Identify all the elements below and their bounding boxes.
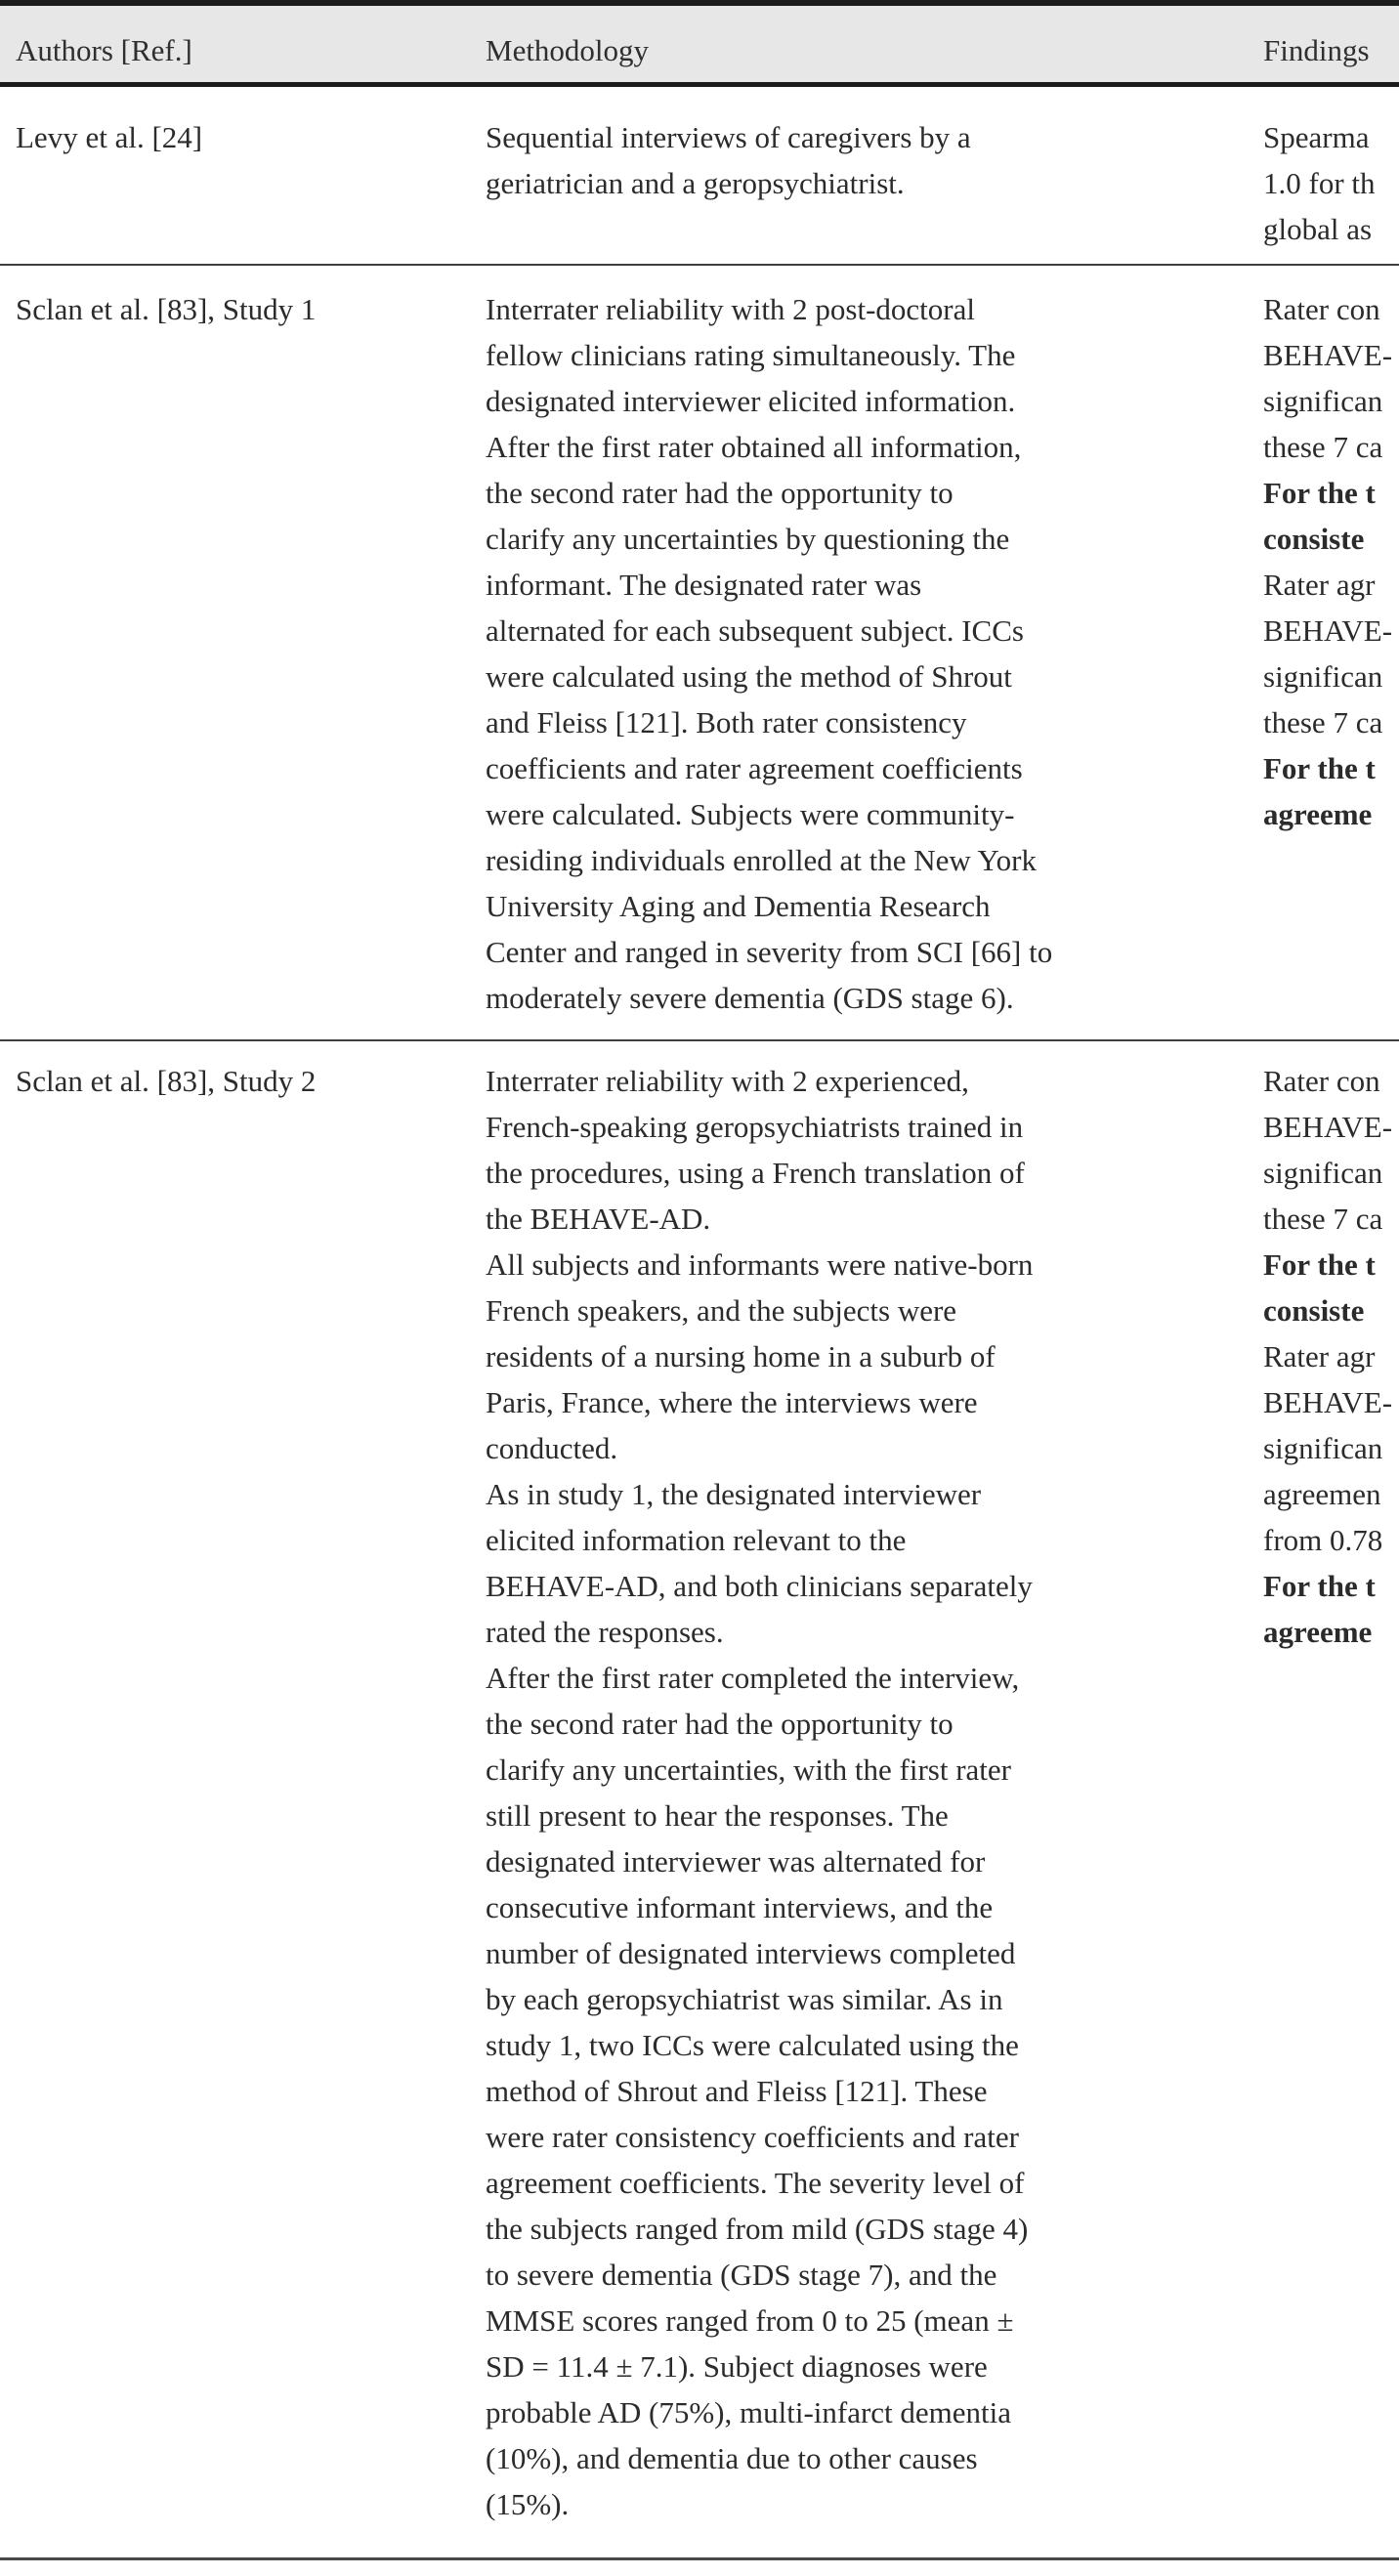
text-line: After the first rater completed the interview,: [486, 1661, 1020, 1695]
text-line: study 1, two ICCs were calculated using the: [486, 2028, 1019, 2062]
text-line: agreeme: [1263, 797, 1373, 831]
text-line: Spearma: [1263, 120, 1370, 154]
text-line: clarify any uncertainties, with the first rater: [486, 1753, 1011, 1787]
findings-cell: [1263, 114, 1399, 252]
text-line: residing individuals enrolled at the New York: [486, 843, 1037, 877]
text-line: Rater agr: [1263, 568, 1376, 602]
text-line: MMSE scores ranged from 0 to 25 (mean ±: [486, 2303, 1014, 2338]
text-line: significan: [1263, 1431, 1383, 1465]
text-line: Center and ranged in severity from SCI [66] to: [486, 935, 1053, 969]
text-line: method of Shrout and Fleiss [121]. These: [486, 2074, 988, 2108]
text-line: the BEHAVE-AD.: [486, 1202, 711, 1236]
author-cell: Levy et al. [24]: [16, 120, 203, 154]
text-line: University Aging and Dementia Research: [486, 889, 991, 923]
text-line: the subjects ranged from mild (GDS stage 4): [486, 2212, 1029, 2246]
text-line: the second rater had the opportunity to: [486, 1707, 954, 1741]
text-line: BEHAVE-: [1263, 338, 1393, 372]
text-line: designated interviewer was alternated for: [486, 1844, 986, 1879]
findings-cell: [1263, 286, 1399, 1021]
table-row-levy: [0, 87, 1399, 264]
text-line: For the t: [1263, 751, 1376, 785]
author-cell: Sclan et al. [83], Study 1: [16, 292, 317, 326]
text-line: clarify any uncertainties by questioning the: [486, 522, 1010, 556]
text-line: Rater con: [1263, 1064, 1380, 1098]
text-line: [486, 206, 1263, 252]
text-line: Rater agr: [1263, 1339, 1376, 1373]
text-line: informant. The designated rater was: [486, 568, 922, 602]
table-header-row: [0, 0, 1399, 87]
text-line: these 7 ca: [1263, 705, 1383, 739]
text-line: French speakers, and the subjects were: [486, 1293, 957, 1328]
text-line: probable AD (75%), multi-infarct dementia: [486, 2395, 1012, 2429]
text-line: For the t: [1263, 1247, 1376, 1282]
text-line: French-speaking geropsychiatrists trained in: [486, 1110, 1024, 1144]
text-line: For the t: [1263, 1569, 1376, 1603]
column-header-methodology: Methodology: [486, 33, 650, 67]
text-line: agreement coefficients. The severity level of: [486, 2166, 1025, 2200]
text-line: conducted.: [486, 1431, 618, 1465]
text-line: Sequential interviews of caregivers by a: [486, 120, 971, 154]
text-line: residents of a nursing home in a suburb of: [486, 1339, 996, 1373]
text-line: agreemen: [1263, 1477, 1381, 1511]
methodology-cell: [486, 114, 1263, 252]
text-line: the procedures, using a French translation of: [486, 1156, 1025, 1190]
text-line: from 0.78: [1263, 1523, 1383, 1557]
text-line: After the first rater obtained all information,: [486, 430, 1022, 464]
text-line: consiste: [1263, 522, 1365, 556]
text-line: Interrater reliability with 2 experienced,: [486, 1064, 969, 1098]
text-line: 1.0 for th: [1263, 166, 1376, 200]
text-line: were calculated using the method of Shrout: [486, 659, 1012, 694]
table-row-sclan-study-1: [0, 264, 1399, 1039]
author-cell: Sclan et al. [83], Study 2: [16, 1064, 317, 1098]
text-line: still present to hear the responses. The: [486, 1798, 949, 1833]
text-line: agreeme: [1263, 1615, 1373, 1649]
table-row-sclan-study-2: [0, 1039, 1399, 2557]
text-line: alternated for each subsequent subject. ICCs: [486, 613, 1024, 648]
text-line: Rater con: [1263, 292, 1380, 326]
text-line: BEHAVE-: [1263, 613, 1393, 648]
text-line: significan: [1263, 1156, 1383, 1190]
text-line: were rater consistency coefficients and rater: [486, 2120, 1019, 2154]
column-header-findings: Findings: [1263, 33, 1370, 67]
text-line: For the t: [1263, 476, 1376, 510]
text-line: these 7 ca: [1263, 1202, 1383, 1236]
text-line: global as: [1263, 212, 1373, 246]
methodology-cell: [486, 1058, 1263, 2527]
findings-cell: [1263, 1058, 1399, 2527]
text-line: and Fleiss [121]. Both rater consistency: [486, 705, 967, 739]
text-line: significan: [1263, 659, 1383, 694]
column-header-authors: Authors [Ref.]: [16, 33, 192, 67]
text-line: designated interviewer elicited information.: [486, 384, 1016, 418]
text-line: (10%), and dementia due to other causes: [486, 2441, 978, 2475]
text-line: moderately severe dementia (GDS stage 6).: [486, 981, 1014, 1015]
text-line: BEHAVE-AD, and both clinicians separately: [486, 1569, 1033, 1603]
text-line: BEHAVE-: [1263, 1385, 1393, 1419]
text-line: BEHAVE-: [1263, 1110, 1393, 1144]
text-line: consiste: [1263, 1293, 1365, 1328]
text-line: As in study 1, the designated interviewer: [486, 1477, 982, 1511]
text-line: coefficients and rater agreement coefficients: [486, 751, 1023, 785]
text-line: consecutive informant interviews, and the: [486, 1890, 994, 1924]
text-line: these 7 ca: [1263, 430, 1383, 464]
text-line: All subjects and informants were native-born: [486, 1247, 1034, 1282]
text-line: rated the responses.: [486, 1615, 724, 1649]
text-line: by each geropsychiatrist was similar. As in: [486, 1982, 1003, 2016]
text-line: to severe dementia (GDS stage 7), and the: [486, 2258, 997, 2292]
text-line: fellow clinicians rating simultaneously. The: [486, 338, 1016, 372]
text-line: SD = 11.4 ± 7.1). Subject diagnoses were: [486, 2349, 988, 2384]
text-line: number of designated interviews completed: [486, 1936, 1016, 1970]
text-line: elicited information relevant to the: [486, 1523, 907, 1557]
text-line: were calculated. Subjects were community-: [486, 797, 1015, 831]
text-line: Interrater reliability with 2 post-doctoral: [486, 292, 975, 326]
text-line: the second rater had the opportunity to: [486, 476, 954, 510]
text-line: Paris, France, where the interviews were: [486, 1385, 978, 1419]
text-line: significan: [1263, 384, 1383, 418]
text-line: geriatrician and a geropsychiatrist.: [486, 166, 905, 200]
methodology-cell: [486, 286, 1263, 1021]
text-line: (15%).: [486, 2487, 570, 2521]
